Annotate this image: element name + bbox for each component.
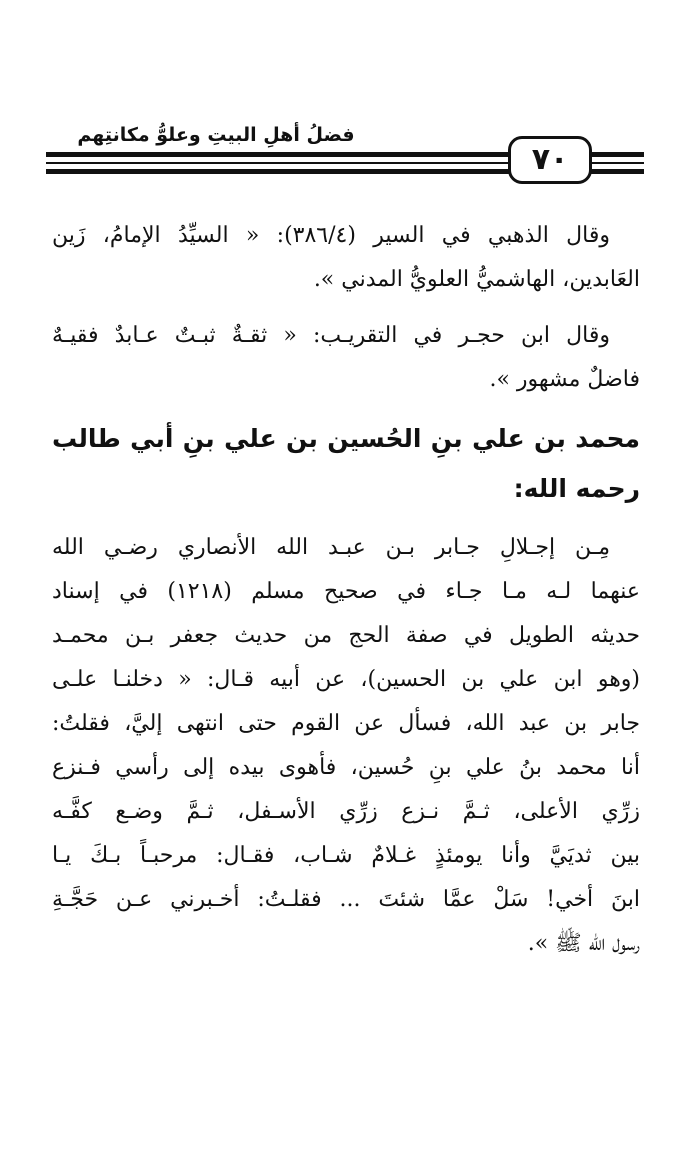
running-title: فضلُ أهلِ البيتِ وعلوُّ مكانتِهم [77,124,355,146]
paragraph-line: حديثه الطويل في صفة الحج من حديث جعفر بـن محمـد [52,623,640,648]
paragraph-line: جابر بن عبد الله، فسأل عن القوم حتى انتهى إليَّ، فقلتُ: [52,711,640,736]
paragraph-line: وقال ابن حجـر في التقريـب: « ثقـةٌ ثبـتٌ عـابدٌ فقيـهٌ [52,323,610,348]
section-heading: رحمه الله: [513,474,640,503]
paragraph-line: عنهما لـه مـا جـاء في صحيح مسلم (١٢١٨) في إسناد [52,579,640,604]
paragraph-line: زرِّي الأعلى، ثـمَّ نـزع زرِّي الأسـفل، ثـمَّ وضـع كفَّـه [52,799,640,824]
paragraph-line: فاضلٌ مشهور ». [489,367,640,392]
paragraph-line: أنا محمد بنُ علي بنِ حُسين، فأهوى بيده إلى رأسي فـنزع [52,755,640,780]
paragraph-line: بين ثديَيَّ وأنا يومئذٍ غـلامٌ شـاب، فقـال: مرحبـاً بـكَ يـا [52,843,640,868]
paragraph-line: العَابدين، الهاشميُّ العلويُّ المدني ». [313,267,640,292]
paragraph-line: (وهو ابن علي بن الحسين)، عن أبيه قـال: « دخلنـا علـى [52,667,640,692]
section-heading: محمد بن علي بنِ الحُسين بن علي بنِ أبي طالب [52,424,640,453]
paragraph-line: ابنَ أخي! سَلْ عمَّا شئتَ ... فقلـتُ: أخـبرني عـن حَجَّـةِ [52,887,640,912]
page-number: ٧٠ [508,136,592,184]
paragraph-line: رسول الله ﷺ ». [527,931,640,956]
page-body [52,214,640,966]
page-header [46,118,644,190]
paragraph-line: وقال الذهبي في السير (٣٨٦/٤): « السيِّدُ الإمامُ، زَين [52,223,610,248]
paragraph-line: مِـن إجـلالِ جـابر بـن عبـد الله الأنصاري رضـي الله [52,535,610,560]
